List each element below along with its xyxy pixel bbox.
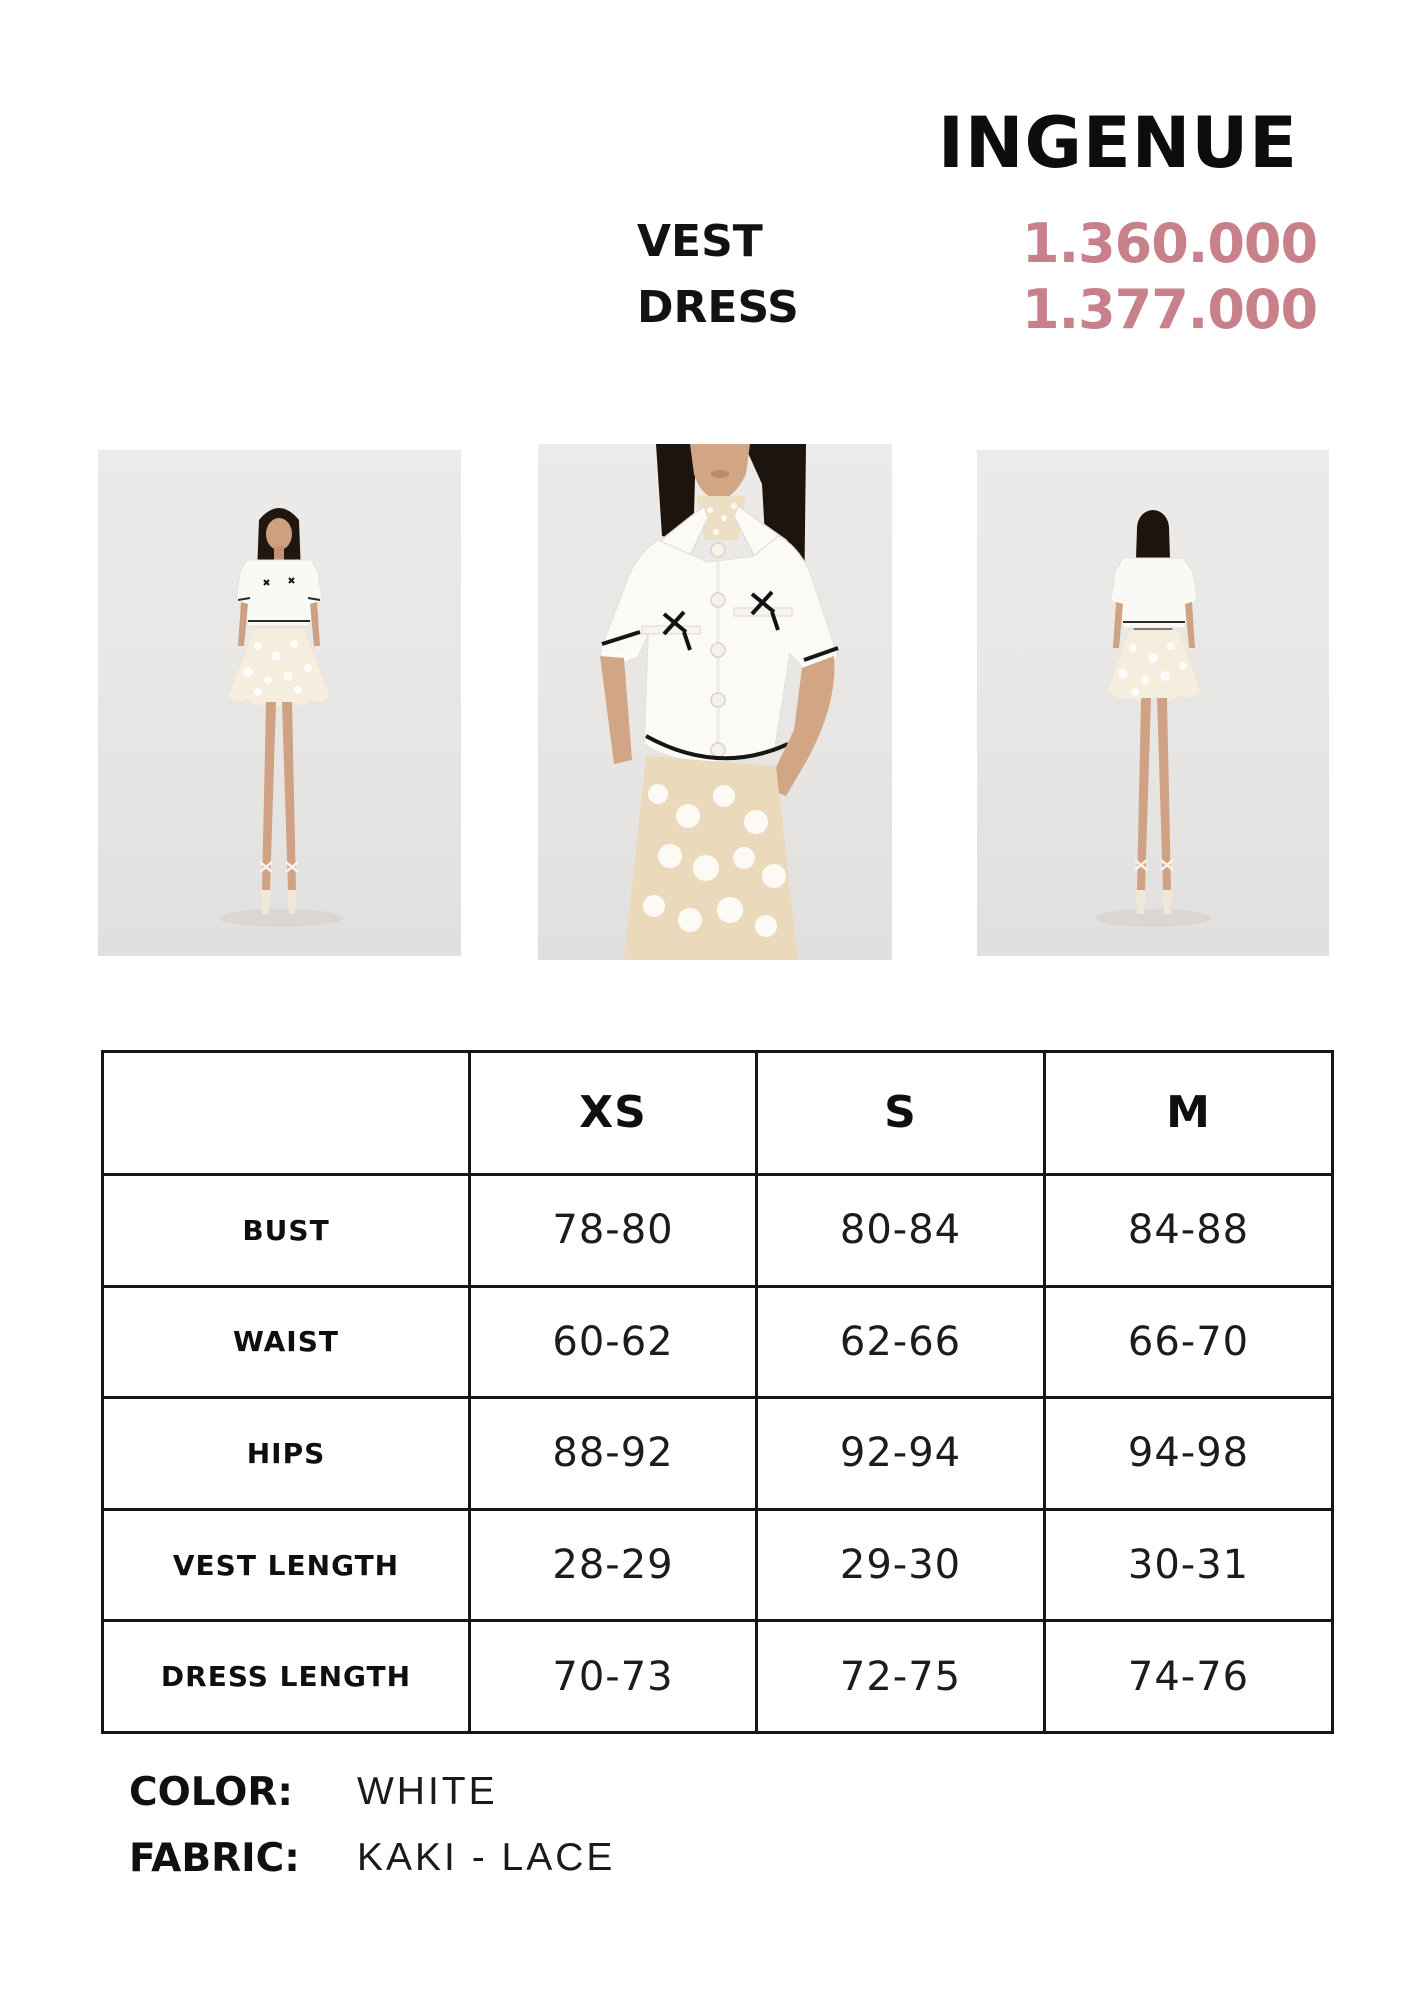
cell-value: 72-75: [757, 1621, 1045, 1733]
cell-value: 70-73: [470, 1621, 757, 1733]
size-column-m: M: [1045, 1052, 1333, 1175]
size-chart-corner-cell: [103, 1052, 470, 1175]
row-label: WAIST: [103, 1286, 470, 1398]
cell-value: 88-92: [470, 1398, 757, 1510]
cell-value: 62-66: [757, 1286, 1045, 1398]
cell-value: 60-62: [470, 1286, 757, 1398]
product-photo-back: [977, 450, 1329, 956]
front-model-illustration: [98, 450, 461, 956]
cell-value: 78-80: [470, 1174, 757, 1286]
table-row-bust: [103, 1174, 1333, 1286]
table-row-waist: [103, 1286, 1333, 1398]
row-label: DRESS LENGTH: [103, 1621, 470, 1733]
size-column-s: S: [757, 1052, 1045, 1175]
detail-model-illustration: [538, 444, 892, 960]
product-price-dress: 1.377.000: [1022, 278, 1318, 341]
cell-value: 92-94: [757, 1398, 1045, 1510]
cell-value: 74-76: [1045, 1621, 1333, 1733]
product-name-dress: DRESS: [637, 282, 799, 333]
page-title: INGENUE: [937, 102, 1298, 184]
table-row-hips: [103, 1398, 1333, 1510]
cell-value: 30-31: [1045, 1509, 1333, 1621]
cell-value: 28-29: [470, 1509, 757, 1621]
color-value: WHITE: [357, 1770, 498, 1813]
cell-value: 84-88: [1045, 1174, 1333, 1286]
row-label: HIPS: [103, 1398, 470, 1510]
fabric-value: KAKI - LACE: [357, 1836, 616, 1879]
color-label: COLOR:: [129, 1770, 294, 1815]
cell-value: 80-84: [757, 1174, 1045, 1286]
size-column-xs: XS: [470, 1052, 757, 1175]
table-row-vest-length: [103, 1509, 1333, 1621]
back-model-illustration: [977, 450, 1329, 956]
product-photo-detail: [538, 444, 892, 960]
product-price-vest: 1.360.000: [1022, 212, 1318, 275]
cell-value: 29-30: [757, 1509, 1045, 1621]
product-name-vest: VEST: [637, 216, 763, 267]
row-label: BUST: [103, 1174, 470, 1286]
size-chart-header-row: [103, 1052, 1333, 1175]
table-row-dress-length: [103, 1621, 1333, 1733]
cell-value: 66-70: [1045, 1286, 1333, 1398]
row-label: VEST LENGTH: [103, 1509, 470, 1621]
product-photo-front: [98, 450, 461, 956]
size-chart-table: [101, 1050, 1334, 1734]
fabric-label: FABRIC:: [129, 1836, 300, 1881]
cell-value: 94-98: [1045, 1398, 1333, 1510]
